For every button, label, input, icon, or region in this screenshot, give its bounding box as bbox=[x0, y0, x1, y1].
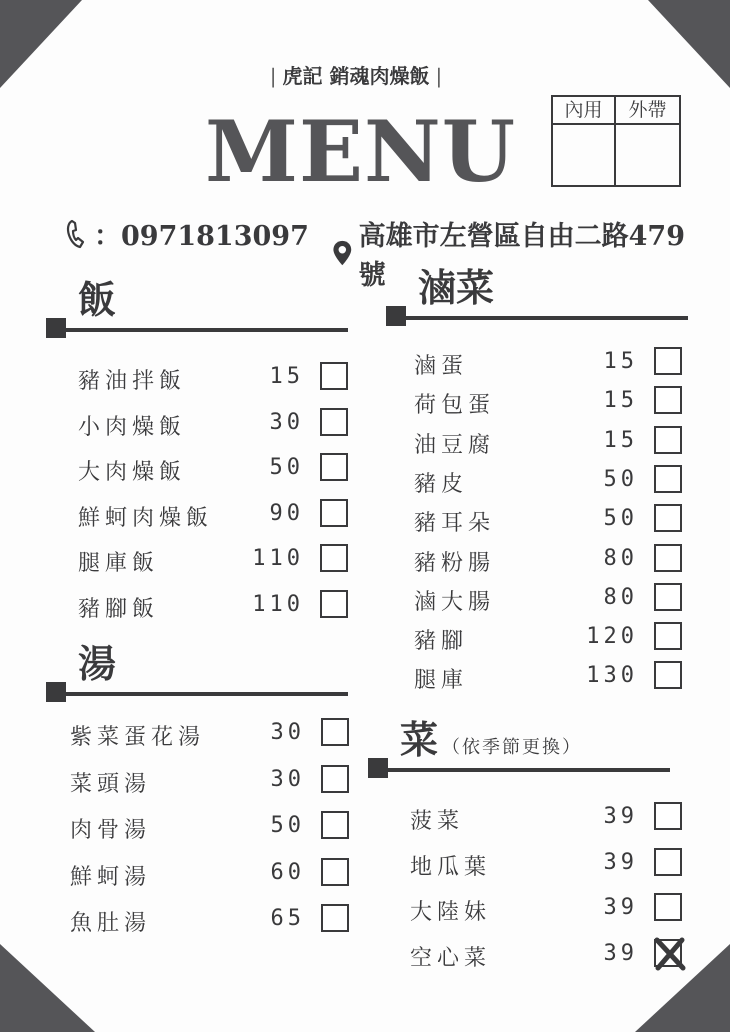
section-rice-header bbox=[46, 278, 348, 338]
item-checkbox[interactable] bbox=[654, 622, 682, 650]
shop-name: | 虎記 銷魂肉燥飯 | bbox=[269, 64, 443, 88]
menu-item bbox=[414, 386, 682, 418]
item-name: 大陸妹 bbox=[410, 900, 492, 925]
item-name: 大肉燥飯 bbox=[78, 460, 187, 485]
item-checkbox[interactable] bbox=[320, 499, 348, 527]
item-price: 50 bbox=[603, 506, 638, 532]
takeout-label: 外帶 bbox=[616, 97, 679, 125]
section-marker bbox=[368, 758, 388, 778]
item-name: 荷包蛋 bbox=[414, 393, 496, 419]
menu-item bbox=[78, 590, 348, 622]
dine-in-label: 內用 bbox=[553, 97, 616, 125]
address-text: 高雄市左營區自由二路479號 bbox=[358, 221, 685, 291]
section-marker bbox=[386, 306, 406, 326]
item-name: 菜頭湯 bbox=[70, 771, 152, 797]
section-veg-header bbox=[368, 718, 670, 778]
item-checkbox[interactable] bbox=[320, 408, 348, 436]
corner-decoration-top-right bbox=[620, 0, 730, 110]
item-checkbox[interactable] bbox=[654, 848, 682, 876]
item-checkbox[interactable] bbox=[320, 590, 348, 618]
item-price: 39 bbox=[603, 895, 638, 920]
menu-item bbox=[414, 544, 682, 576]
item-name: 魚肚湯 bbox=[70, 911, 152, 936]
menu-item bbox=[414, 583, 682, 615]
item-name: 油豆腐 bbox=[414, 432, 496, 458]
item-checkbox[interactable] bbox=[654, 386, 682, 414]
phone-number: ：0971813097 bbox=[94, 221, 309, 252]
menu-item bbox=[414, 504, 682, 536]
menu-item bbox=[414, 426, 682, 458]
item-checkbox[interactable] bbox=[654, 465, 682, 493]
item-checkbox[interactable] bbox=[654, 893, 682, 921]
menu-item bbox=[410, 893, 682, 925]
phone-info bbox=[66, 214, 309, 253]
item-price: 15 bbox=[269, 364, 304, 389]
menu-item bbox=[414, 465, 682, 497]
item-checkbox[interactable] bbox=[654, 939, 682, 967]
menu-item bbox=[70, 811, 349, 843]
item-checkbox[interactable] bbox=[321, 718, 349, 746]
item-price: 15 bbox=[603, 427, 638, 453]
item-name: 肉骨湯 bbox=[70, 818, 152, 843]
item-checkbox[interactable] bbox=[654, 347, 682, 375]
menu-item bbox=[414, 347, 682, 379]
item-name: 滷蛋 bbox=[414, 354, 469, 379]
item-checkbox[interactable] bbox=[321, 765, 349, 793]
item-price: 39 bbox=[603, 849, 638, 875]
item-price: 80 bbox=[603, 545, 638, 571]
check-x-icon bbox=[654, 937, 686, 971]
section-title: 飯 bbox=[78, 277, 117, 322]
menu-item bbox=[78, 362, 348, 394]
item-name: 豬油拌飯 bbox=[78, 369, 187, 394]
item-price: 30 bbox=[270, 720, 305, 745]
item-name: 空心菜 bbox=[410, 945, 492, 971]
item-name: 腿庫飯 bbox=[78, 551, 160, 576]
item-price: 130 bbox=[586, 663, 638, 689]
section-marker bbox=[46, 318, 66, 338]
order-type-table bbox=[551, 95, 681, 187]
item-name: 豬粉腸 bbox=[414, 550, 496, 576]
menu-item bbox=[78, 453, 348, 485]
section-title: 菜 （依季節更換） bbox=[400, 717, 583, 762]
item-checkbox[interactable] bbox=[654, 544, 682, 572]
item-price: 65 bbox=[270, 906, 305, 931]
item-name: 豬腳飯 bbox=[78, 596, 160, 622]
item-price: 120 bbox=[586, 624, 638, 650]
item-price: 15 bbox=[603, 349, 638, 374]
item-name: 豬耳朵 bbox=[414, 511, 496, 537]
menu-item bbox=[70, 858, 349, 890]
menu-item bbox=[78, 544, 348, 576]
item-price: 39 bbox=[603, 940, 638, 966]
menu-item bbox=[414, 661, 682, 693]
menu-item bbox=[70, 904, 349, 936]
takeout-box[interactable] bbox=[616, 125, 679, 185]
menu-item bbox=[78, 408, 348, 440]
corner-decoration-top-left bbox=[0, 0, 110, 110]
item-checkbox[interactable] bbox=[654, 504, 682, 532]
menu-item bbox=[410, 848, 682, 880]
item-price: 30 bbox=[270, 766, 305, 792]
section-divider bbox=[388, 768, 670, 772]
item-price: 90 bbox=[269, 500, 304, 526]
item-checkbox[interactable] bbox=[320, 544, 348, 572]
item-checkbox[interactable] bbox=[321, 811, 349, 839]
phone-icon bbox=[66, 219, 88, 249]
item-checkbox[interactable] bbox=[654, 583, 682, 611]
section-soup-header bbox=[46, 642, 348, 702]
item-name: 菠菜 bbox=[410, 809, 465, 834]
item-checkbox[interactable] bbox=[321, 904, 349, 932]
menu-item bbox=[410, 802, 682, 834]
item-checkbox[interactable] bbox=[320, 362, 348, 390]
item-checkbox[interactable] bbox=[654, 426, 682, 454]
section-title: 滷菜 bbox=[418, 265, 495, 310]
dine-in-box[interactable] bbox=[553, 125, 616, 185]
section-note: （依季節更換） bbox=[442, 737, 583, 758]
section-braised-header bbox=[386, 266, 688, 326]
menu-item bbox=[70, 718, 349, 750]
item-price: 39 bbox=[603, 804, 638, 829]
item-price: 60 bbox=[270, 859, 305, 885]
item-name: 滷大腸 bbox=[414, 589, 496, 615]
item-price: 30 bbox=[269, 409, 304, 435]
section-divider bbox=[66, 692, 348, 696]
item-name: 紫菜蛋花湯 bbox=[70, 725, 206, 750]
item-price: 50 bbox=[603, 466, 638, 492]
item-checkbox[interactable] bbox=[654, 802, 682, 830]
section-title: 湯 bbox=[78, 641, 117, 686]
item-price: 110 bbox=[252, 546, 304, 571]
menu-item bbox=[70, 765, 349, 797]
item-name: 鮮蚵肉燥飯 bbox=[78, 505, 214, 531]
section-divider bbox=[406, 316, 688, 320]
item-name: 豬皮 bbox=[414, 471, 469, 497]
item-checkbox[interactable] bbox=[320, 453, 348, 481]
item-price: 15 bbox=[603, 388, 638, 414]
item-name: 鮮蚵湯 bbox=[70, 864, 152, 890]
menu-item bbox=[410, 939, 682, 971]
section-marker bbox=[46, 682, 66, 702]
item-checkbox[interactable] bbox=[654, 661, 682, 689]
corner-decoration-bottom-left bbox=[0, 922, 110, 1032]
item-name: 小肉燥飯 bbox=[78, 414, 187, 440]
item-price: 80 bbox=[603, 584, 638, 610]
item-name: 豬腳 bbox=[414, 629, 469, 655]
location-pin-icon bbox=[332, 239, 353, 267]
item-checkbox[interactable] bbox=[321, 858, 349, 886]
menu-item bbox=[414, 622, 682, 654]
item-price: 50 bbox=[269, 455, 304, 480]
menu-title: MENU bbox=[205, 102, 517, 201]
item-name: 地瓜葉 bbox=[410, 854, 492, 880]
item-price: 110 bbox=[252, 591, 304, 617]
menu-item bbox=[78, 499, 348, 531]
section-divider bbox=[66, 328, 348, 332]
item-name: 腿庫 bbox=[414, 668, 469, 694]
item-price: 50 bbox=[270, 813, 305, 838]
